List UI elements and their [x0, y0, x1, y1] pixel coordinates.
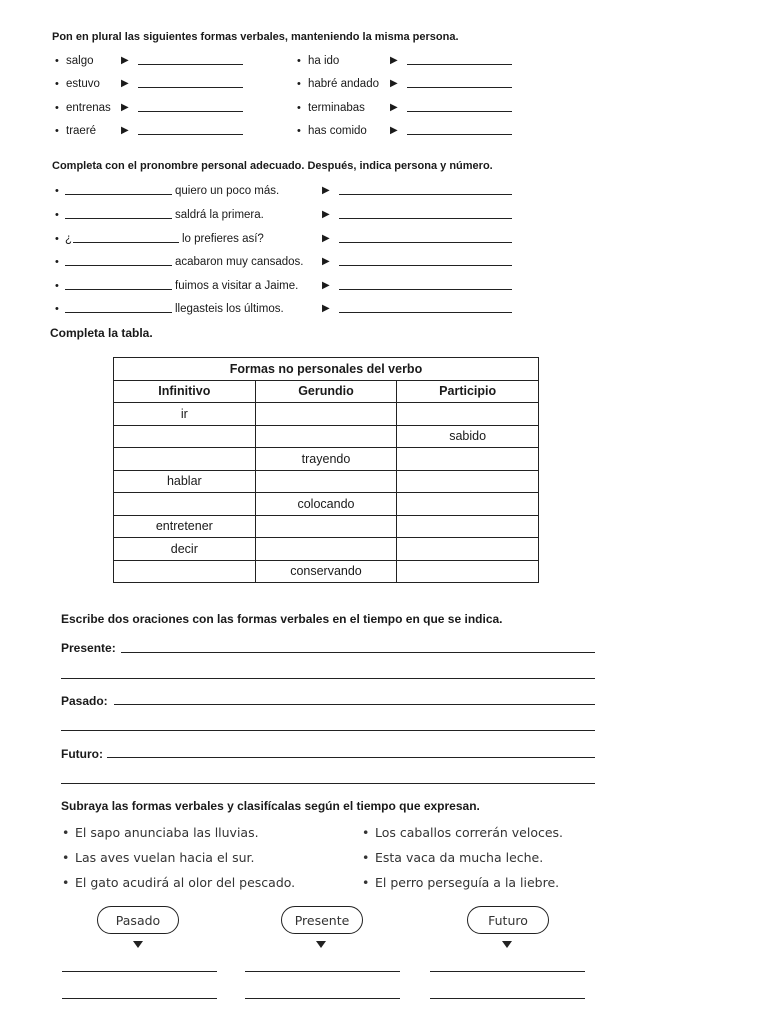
- answer-line[interactable]: [430, 998, 585, 999]
- table-cell[interactable]: [255, 538, 397, 561]
- sentence-text: fuimos a visitar a Jaime.: [175, 280, 299, 292]
- pronoun-line[interactable]: [73, 242, 179, 243]
- answer-line[interactable]: [138, 87, 243, 88]
- presente-category-label: Presente: [281, 906, 363, 934]
- table-cell[interactable]: trayendo: [255, 448, 397, 471]
- arrow-icon: ▶: [390, 55, 398, 66]
- bullet: •: [62, 875, 70, 890]
- table-cell[interactable]: entretener: [114, 515, 256, 538]
- bullet: •: [55, 102, 59, 114]
- table-cell[interactable]: [255, 425, 397, 448]
- arrow-icon: ▶: [390, 102, 398, 113]
- bullet: •: [62, 825, 70, 840]
- arrow-icon: ▶: [322, 256, 330, 267]
- answer-line[interactable]: [62, 971, 217, 972]
- person-number-line[interactable]: [339, 218, 512, 219]
- verb-item: habré andado: [308, 78, 379, 90]
- bullet: •: [297, 55, 301, 67]
- section5-title: Subraya las formas verbales y clasifícalas según el tiempo que expresan.: [61, 799, 480, 813]
- writing-line[interactable]: [61, 783, 595, 784]
- bullet: •: [297, 78, 301, 90]
- answer-line[interactable]: [245, 998, 400, 999]
- table-header-row: [114, 380, 539, 403]
- futuro-category-label: Futuro: [467, 906, 549, 934]
- presente-label: Presente:: [61, 641, 116, 655]
- arrow-icon: ▶: [322, 209, 330, 220]
- answer-line[interactable]: [407, 134, 512, 135]
- table-cell[interactable]: [397, 515, 539, 538]
- column-header: Gerundio: [255, 380, 397, 403]
- table-cell[interactable]: colocando: [255, 493, 397, 516]
- writing-line[interactable]: [114, 704, 595, 705]
- table-cell[interactable]: [397, 470, 539, 493]
- futuro-label: Futuro:: [61, 747, 103, 761]
- sentence-text: saldrá la primera.: [175, 209, 264, 221]
- answer-line[interactable]: [407, 87, 512, 88]
- sentence-text: acabaron muy cansados.: [175, 256, 304, 268]
- arrow-icon: ▶: [121, 78, 129, 89]
- down-arrow-icon: [133, 941, 143, 948]
- bullet: •: [62, 850, 70, 865]
- sentence-item[interactable]: Los caballos correrán veloces.: [375, 825, 564, 840]
- sentence-text: lo prefieres así?: [182, 233, 264, 245]
- section1-title: Pon en plural las siguientes formas verbales, manteniendo la misma persona.: [52, 31, 459, 43]
- sentence-item[interactable]: Las aves vuelan hacia el sur.: [75, 850, 255, 865]
- column-header: Participio: [397, 380, 539, 403]
- table-cell[interactable]: [397, 403, 539, 426]
- arrow-icon: ▶: [322, 303, 330, 314]
- answer-line[interactable]: [138, 64, 243, 65]
- table-cell[interactable]: [114, 425, 256, 448]
- bullet: •: [55, 256, 59, 268]
- bullet: •: [55, 280, 59, 292]
- table-cell[interactable]: [397, 538, 539, 561]
- table-cell[interactable]: ir: [114, 403, 256, 426]
- arrow-icon: ▶: [390, 125, 398, 136]
- pronoun-line[interactable]: [65, 265, 172, 266]
- table-cell[interactable]: [397, 493, 539, 516]
- arrow-icon: ▶: [121, 102, 129, 113]
- bullet: •: [362, 850, 370, 865]
- column-header: Infinitivo: [114, 380, 256, 403]
- sentence-item[interactable]: El sapo anunciaba las lluvias.: [75, 825, 259, 840]
- verb-item: entrenas: [66, 102, 111, 114]
- arrow-icon: ▶: [121, 55, 129, 66]
- writing-line[interactable]: [121, 652, 595, 653]
- sentence-text: llegasteis los últimos.: [175, 303, 284, 315]
- verb-item: traeré: [66, 125, 97, 137]
- table-cell[interactable]: [397, 560, 539, 583]
- pronoun-line[interactable]: [65, 218, 172, 219]
- sentence-text: quiero un poco más.: [175, 185, 280, 197]
- table-row: [114, 448, 539, 471]
- pasado-label: Pasado:: [61, 694, 108, 708]
- writing-line[interactable]: [107, 757, 595, 758]
- answer-line[interactable]: [245, 971, 400, 972]
- answer-line[interactable]: [407, 111, 512, 112]
- person-number-line[interactable]: [339, 242, 512, 243]
- table-row: [114, 470, 539, 493]
- writing-line[interactable]: [61, 678, 595, 679]
- verb-item: estuvo: [66, 78, 100, 90]
- arrow-icon: ▶: [121, 125, 129, 136]
- person-number-line[interactable]: [339, 289, 512, 290]
- bullet: •: [55, 55, 59, 67]
- bullet: •: [362, 875, 370, 890]
- bullet: •: [297, 102, 301, 114]
- table-row: [114, 493, 539, 516]
- bullet: •: [362, 825, 370, 840]
- down-arrow-icon: [316, 941, 326, 948]
- arrow-icon: ▶: [322, 280, 330, 291]
- table-cell[interactable]: [255, 403, 397, 426]
- sentence-item[interactable]: El perro perseguía a la liebre.: [375, 875, 560, 890]
- verb-item: terminabas: [308, 102, 365, 114]
- person-number-line[interactable]: [339, 194, 512, 195]
- table-title: Formas no personales del verbo: [114, 358, 539, 381]
- bullet: •: [297, 125, 301, 137]
- bullet: •: [55, 185, 59, 197]
- bullet: •: [55, 125, 59, 137]
- pasado-category-label: Pasado: [97, 906, 179, 934]
- table-cell[interactable]: [255, 515, 397, 538]
- table-cell[interactable]: [114, 493, 256, 516]
- sentence-item[interactable]: Esta vaca da mucha leche.: [375, 850, 544, 865]
- bullet: •: [55, 303, 59, 315]
- table-cell[interactable]: [255, 470, 397, 493]
- answer-line[interactable]: [62, 998, 217, 999]
- table-cell[interactable]: conservando: [255, 560, 397, 583]
- section3-title: Completa la tabla.: [50, 326, 153, 340]
- answer-line[interactable]: [430, 971, 585, 972]
- pronoun-line[interactable]: [65, 312, 172, 313]
- arrow-icon: ▶: [322, 185, 330, 196]
- pronoun-line[interactable]: [65, 194, 172, 195]
- section2-title: Completa con el pronombre personal adecuado. Después, indica persona y número.: [52, 160, 493, 172]
- person-number-line[interactable]: [339, 265, 512, 266]
- table-row: [114, 560, 539, 583]
- table-row: [114, 425, 539, 448]
- arrow-icon: ▶: [322, 233, 330, 244]
- writing-line[interactable]: [61, 730, 595, 731]
- table-row: [114, 515, 539, 538]
- pronoun-line[interactable]: [65, 289, 172, 290]
- verb-item: salgo: [66, 55, 94, 67]
- down-arrow-icon: [502, 941, 512, 948]
- bullet: •: [55, 233, 59, 245]
- verb-forms-table: [113, 357, 539, 583]
- table-cell[interactable]: decir: [114, 538, 256, 561]
- table-cell[interactable]: [114, 448, 256, 471]
- table-cell[interactable]: hablar: [114, 470, 256, 493]
- sentence-prefix: ¿: [65, 233, 73, 245]
- table-cell[interactable]: [397, 448, 539, 471]
- person-number-line[interactable]: [339, 312, 512, 313]
- bullet: •: [55, 78, 59, 90]
- sentence-item[interactable]: El gato acudirá al olor del pescado.: [75, 875, 296, 890]
- answer-line[interactable]: [407, 64, 512, 65]
- section4-title: Escribe dos oraciones con las formas verbales en el tiempo en que se indica.: [61, 612, 503, 626]
- verb-item: has comido: [308, 125, 367, 137]
- table-cell[interactable]: [114, 560, 256, 583]
- answer-line[interactable]: [138, 134, 243, 135]
- table-row: [114, 403, 539, 426]
- answer-line[interactable]: [138, 111, 243, 112]
- bullet: •: [55, 209, 59, 221]
- arrow-icon: ▶: [390, 78, 398, 89]
- verb-item: ha ido: [308, 55, 340, 67]
- table-row: [114, 538, 539, 561]
- table-cell[interactable]: sabido: [397, 425, 539, 448]
